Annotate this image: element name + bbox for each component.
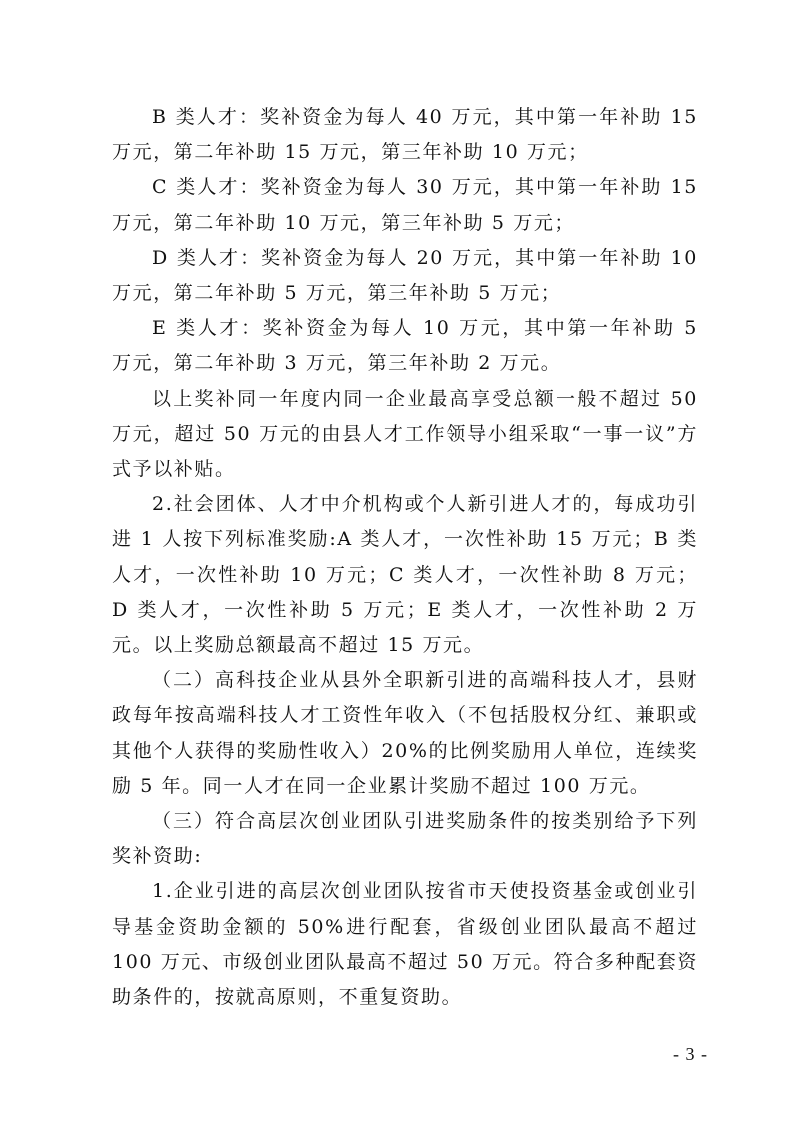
paragraph-category-d: D 类人才：奖补资金为每人 20 万元，其中第一年补助 10 万元，第二年补助 5 万元，第三年补助 5 万元；	[112, 246, 698, 305]
paragraph-category-c: C 类人才：奖补资金为每人 30 万元，其中第一年补助 15 万元，第二年补助 10 万元，第三年补助 5 万元；	[112, 176, 698, 234]
paragraph-annual-cap: 以上奖补同一年度内同一企业最高享受总额一般不超过 50 万元，超过 50 万元的由县人才工作领导小组采取“一事一议”方式予以补贴。	[112, 387, 698, 481]
paragraph-category-e: E 类人才：奖补资金为每人 10 万元，其中第一年补助 5 万元，第二年补助 3 万元，第三年补助 2 万元。	[112, 317, 698, 375]
paragraph-section-two: （二）高科技企业从县外全职新引进的高端科技人才，县财政每年按高端科技人才工资性年收入（不包括股权分红、兼职或其他个人获得的奖励性收入）20%的比例奖励用人单位，连续奖励 5 年。同一人才在同一企业累计奖励不超过 100 万元。	[112, 669, 698, 797]
paragraph-team-funding: 1.企业引进的高层次创业团队按省市天使投资基金或创业引导基金资助金额的 50%进行配套，省级创业团队最高不超过 100 万元、市级创业团队最高不超过 50 万元。符合多种配套资助条件的，按就高原则，不重复资助。	[112, 880, 698, 1009]
page-number: - 3 -	[673, 1044, 708, 1064]
paragraph-section-three: （三）符合高层次创业团队引进奖励条件的按类别给予下列奖补资助:	[112, 810, 698, 868]
paragraph-category-b: B 类人才：奖补资金为每人 40 万元，其中第一年补助 15 万元，第二年补助 15 万元，第三年补助 10 万元；	[112, 106, 698, 164]
paragraph-intermediary-rewards: 2.社会团体、人才中介机构或个人新引进人才的，每成功引进 1 人按下列标准奖励:A 类人才，一次性补助 15 万元；B 类人才，一次性补助 10 万元；C 类人才，一次性补助 8 万元；D 类人才，一次性补助 5 万元；E 类人才，一次性补助 2 万元。以上奖励总额最高不超过 15 万元。	[112, 493, 698, 657]
document-body	[112, 100, 698, 1015]
